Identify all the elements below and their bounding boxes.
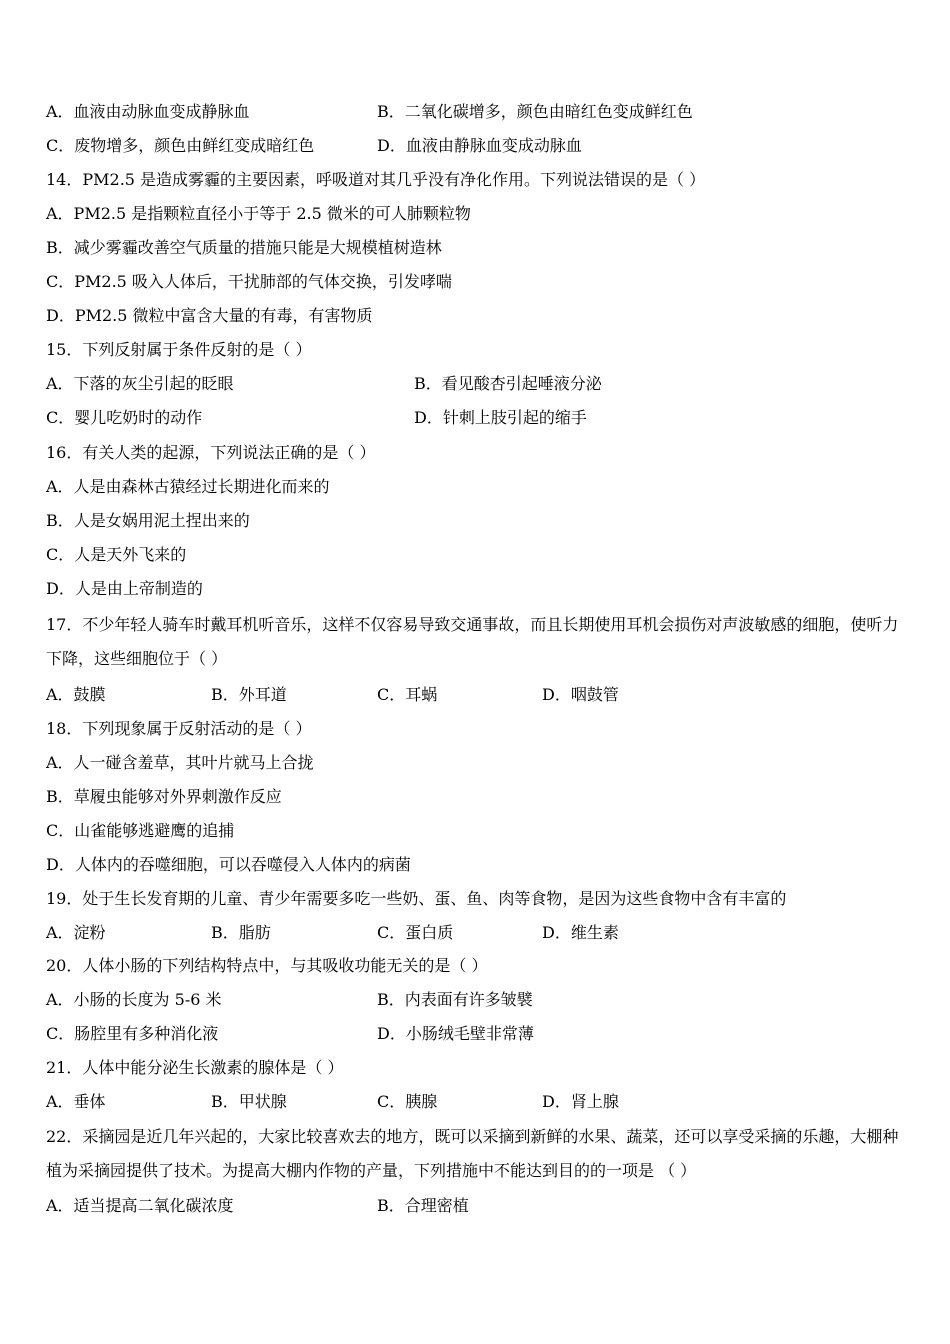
q18-option-d: D．人体内的吞噬细胞，可以吞噬侵入人体内的病菌 [46, 855, 411, 874]
q16-option-a: A．人是由森林古猿经过长期进化而来的 [46, 477, 330, 496]
q18-option-b: B．草履虫能够对外界刺激作反应 [46, 787, 282, 806]
q18-option-c: C．山雀能够逃避鹰的追捕 [46, 821, 235, 840]
q19-option-b: B．脂肪 [211, 923, 271, 942]
q21-option-b: B．甲状腺 [211, 1092, 287, 1111]
q15-option-a: A．下落的灰尘引起的眨眼 [46, 374, 234, 393]
q20-stem: 20．人体小肠的下列结构特点中，与其吸收功能无关的是（ ） [46, 956, 488, 975]
q19-stem: 19．处于生长发育期的儿童、青少年需要多吃一些奶、蛋、鱼、肉等食物，是因为这些食物中含有丰富的 [46, 889, 787, 908]
q17-option-d: D．咽鼓管 [542, 685, 619, 704]
q17-option-c: C．耳蜗 [377, 685, 438, 704]
q16-option-c: C．人是天外飞来的 [46, 545, 187, 564]
q18-stem: 18．下列现象属于反射活动的是（ ） [46, 719, 312, 738]
q16-stem: 16．有关人类的起源，下列说法正确的是（ ） [46, 443, 376, 462]
q17-option-b: B．外耳道 [211, 685, 287, 704]
q14-option-d: D．PM2.5 微粒中富含大量的有毒，有害物质 [46, 306, 373, 325]
q21-option-a: A．垂体 [46, 1092, 106, 1111]
q16-option-d: D．人是由上帝制造的 [46, 579, 203, 598]
q17-option-a: A．鼓膜 [46, 685, 106, 704]
q15-option-b: B．看见酸杏引起唾液分泌 [414, 374, 602, 393]
q19-option-d: D．维生素 [542, 923, 619, 942]
q13-option-b: B．二氧化碳增多，颜色由暗红色变成鲜红色 [377, 102, 693, 121]
q15-option-c: C．婴儿吃奶时的动作 [46, 408, 203, 427]
q20-option-d: D．小肠绒毛壁非常薄 [377, 1024, 534, 1043]
q20-option-b: B．内表面有许多皱襞 [377, 990, 533, 1009]
q15-stem: 15．下列反射属于条件反射的是（ ） [46, 340, 312, 359]
q22-option-b: B．合理密植 [377, 1196, 469, 1215]
q21-option-c: C．胰腺 [377, 1092, 438, 1111]
q19-option-c: C．蛋白质 [377, 923, 454, 942]
q13-option-c: C．废物增多，颜色由鲜红变成暗红色 [46, 136, 315, 155]
q13-option-a: A．血液由动脉血变成静脉血 [46, 102, 250, 121]
q14-option-b: B．减少雾霾改善空气质量的措施只能是大规模植树造林 [46, 238, 442, 257]
q13-option-d: D．血液由静脉血变成动脉血 [377, 136, 582, 155]
q18-option-a: A．人一碰含羞草，其叶片就马上合拢 [46, 753, 314, 772]
q20-option-a: A．小肠的长度为 5-6 米 [46, 990, 222, 1009]
q20-option-c: C．肠腔里有多种消化液 [46, 1024, 219, 1043]
q16-option-b: B．人是女娲用泥土捏出来的 [46, 511, 250, 530]
q15-option-d: D．针刺上肢引起的缩手 [414, 408, 587, 427]
q17-stem: 17．不少年轻人骑车时戴耳机听音乐，这样不仅容易导致交通事故，而且长期使用耳机会损伤对声波敏感的细胞，使听力下降，这些细胞位于（ ） [46, 615, 899, 668]
q22-stem: 22．采摘园是近几年兴起的，大家比较喜欢去的地方，既可以采摘到新鲜的水果、蔬菜，还可以享受采摘的乐趣，大棚种植为采摘园提供了技术。为提高大棚内作物的产量，下列措施中不能达到目的的一项是 （ ） [46, 1127, 899, 1180]
q19-option-a: A．淀粉 [46, 923, 106, 942]
q21-option-d: D．肾上腺 [542, 1092, 619, 1111]
q21-stem: 21．人体中能分泌生长激素的腺体是（ ） [46, 1058, 344, 1077]
q14-option-c: C．PM2.5 吸入人体后，干扰肺部的气体交换，引发哮喘 [46, 272, 452, 291]
q14-stem: 14．PM2.5 是造成雾霾的主要因素，呼吸道对其几乎没有净化作用。下列说法错误的是（ ） [46, 170, 706, 189]
q22-option-a: A．适当提高二氧化碳浓度 [46, 1196, 234, 1215]
q14-option-a: A．PM2.5 是指颗粒直径小于等于 2.5 微米的可人肺颗粒物 [46, 204, 471, 223]
